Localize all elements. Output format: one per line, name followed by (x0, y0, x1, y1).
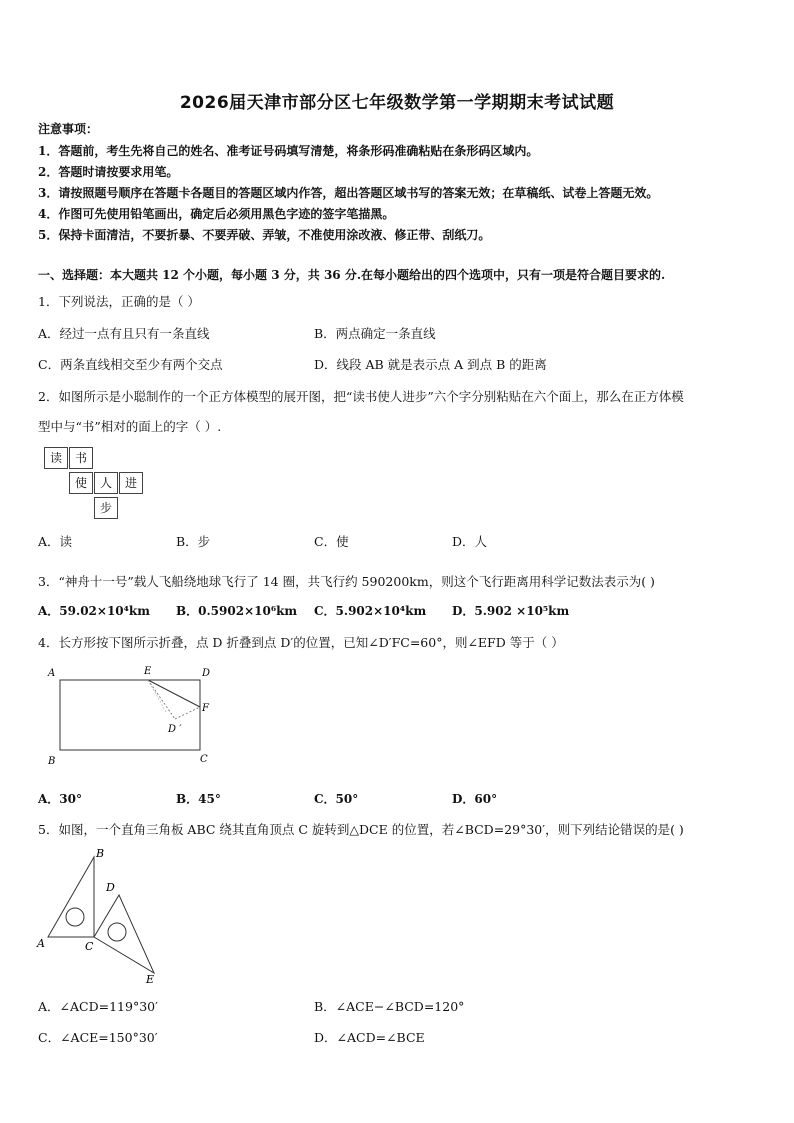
label-c: C (85, 940, 94, 953)
q5-option-a: A．∠ACD=119°30′ (38, 999, 158, 1014)
label-a: A (48, 668, 56, 679)
fold-segment-ed-prime (148, 680, 175, 719)
q4-option-d: D．60° (452, 792, 498, 806)
label-f: F (202, 703, 209, 714)
q5-stem: 5．如图，一个直角三角板 ABC 绕其直角顶点 C 旋转到△DCE 的位置，若∠BCD=29°30′，则下列结论错误的是( ) (38, 822, 684, 837)
q2-option-a: A．读 (38, 534, 73, 549)
section-heading: 一、选择题：本大题共 12 个小题，每小题 3 分，共 36 分.在每小题给出的四个选项中，只有一项是符合题目要求的. (38, 268, 666, 282)
label-c: C (200, 754, 208, 765)
q2-option-c: C．使 (314, 534, 349, 549)
label-e: E (146, 973, 155, 986)
net-face: 使 (69, 472, 93, 494)
q1-option-a: A．经过一点有且只有一条直线 (38, 326, 210, 341)
notice-item: 2．答题时请按要求用笔。 (38, 165, 179, 179)
q2-stem-line1: 2．如图所示是小聪制作的一个正方体模型的展开图，把“读书使人进步”六个字分别粘贴在六个面上，那么在正方体模 (38, 389, 684, 404)
label-d: D (202, 668, 211, 679)
notice-item: 4．作图可先使用铅笔画出，确定后必须用黑色字迹的签字笔描黑。 (38, 207, 395, 221)
net-face: 书 (69, 447, 93, 469)
q1-option-b: B．两点确定一条直线 (314, 326, 436, 341)
q1-stem: 1．下列说法，正确的是（ ） (38, 294, 200, 309)
folded-rectangle-figure (40, 662, 220, 772)
notice-item: 1．答题前，考生先将自己的姓名、准考证号码填写清楚，将条形码准确粘贴在条形码区域内。 (38, 144, 539, 158)
q4-option-c: C．50° (314, 792, 359, 806)
notice-item: 3．请按照题号顺序在答题卡各题目的答题区域内作答，超出答题区域书写的答案无效；在草稿纸、试卷上答题无效。 (38, 186, 659, 200)
net-face: 进 (119, 472, 143, 494)
q5-option-c: C．∠ACE=150°30′ (38, 1030, 158, 1045)
triangle-dce-hole (108, 923, 126, 941)
q2-stem-line2: 型中与“书”相对的面上的字（ ）. (38, 419, 222, 434)
fold-line-ef (148, 680, 200, 707)
label-a: A (37, 937, 45, 950)
q2-option-d: D．人 (452, 534, 488, 549)
net-face: 读 (44, 447, 68, 469)
q3-stem: 3．“神舟十一号”载人飞船绕地球飞行了 14 圈，共飞行约 590200km，则这个飞行距离用科学记数法表示为( ) (38, 574, 655, 589)
q5-option-b: B．∠ACE−∠BCD=120° (314, 999, 465, 1014)
rectangle-abcd (60, 680, 200, 750)
rotated-triangles-figure (34, 843, 174, 988)
label-d: D (106, 881, 115, 894)
q4-option-b: B．45° (176, 792, 221, 806)
notice-item: 5．保持卡面清洁，不要折暴、不要弄破、弄皱，不准使用涂改液、修正带、刮纸刀。 (38, 228, 491, 242)
net-face: 人 (94, 472, 118, 494)
label-b: B (48, 756, 56, 767)
q1-option-d: D．线段 AB 就是表示点 A 到点 B 的距离 (314, 357, 547, 372)
q3-option-b: B．0.5902×10⁶km (176, 604, 298, 618)
triangle-abc-hole (66, 908, 84, 926)
q3-option-a: A．59.02×10⁴km (38, 604, 150, 618)
label-b: B (96, 847, 105, 860)
q5-option-d: D．∠ACD=∠BCE (314, 1030, 425, 1045)
label-d-prime: D ′ (168, 724, 182, 735)
q2-option-b: B．步 (176, 534, 211, 549)
net-face: 步 (94, 497, 118, 519)
q3-option-d: D．5.902 ×10⁵km (452, 604, 570, 618)
q3-option-c: C．5.902×10⁴km (314, 604, 427, 618)
triangle-dce (94, 895, 154, 973)
fold-segment-d-prime-f (175, 707, 200, 719)
notice-heading: 注意事项： (38, 122, 99, 136)
label-e: E (144, 666, 152, 677)
q4-stem: 4．长方形按下图所示折叠，点 D 折叠到点 D′的位置，已知∠D′FC=60°，则∠EFD 等于（ ） (38, 635, 564, 650)
page-title: 2026届天津市部分区七年级数学第一学期期末考试试题 (179, 93, 615, 113)
q1-option-c: C．两条直线相交至少有两个交点 (38, 357, 223, 372)
q4-option-a: A．30° (38, 792, 83, 806)
